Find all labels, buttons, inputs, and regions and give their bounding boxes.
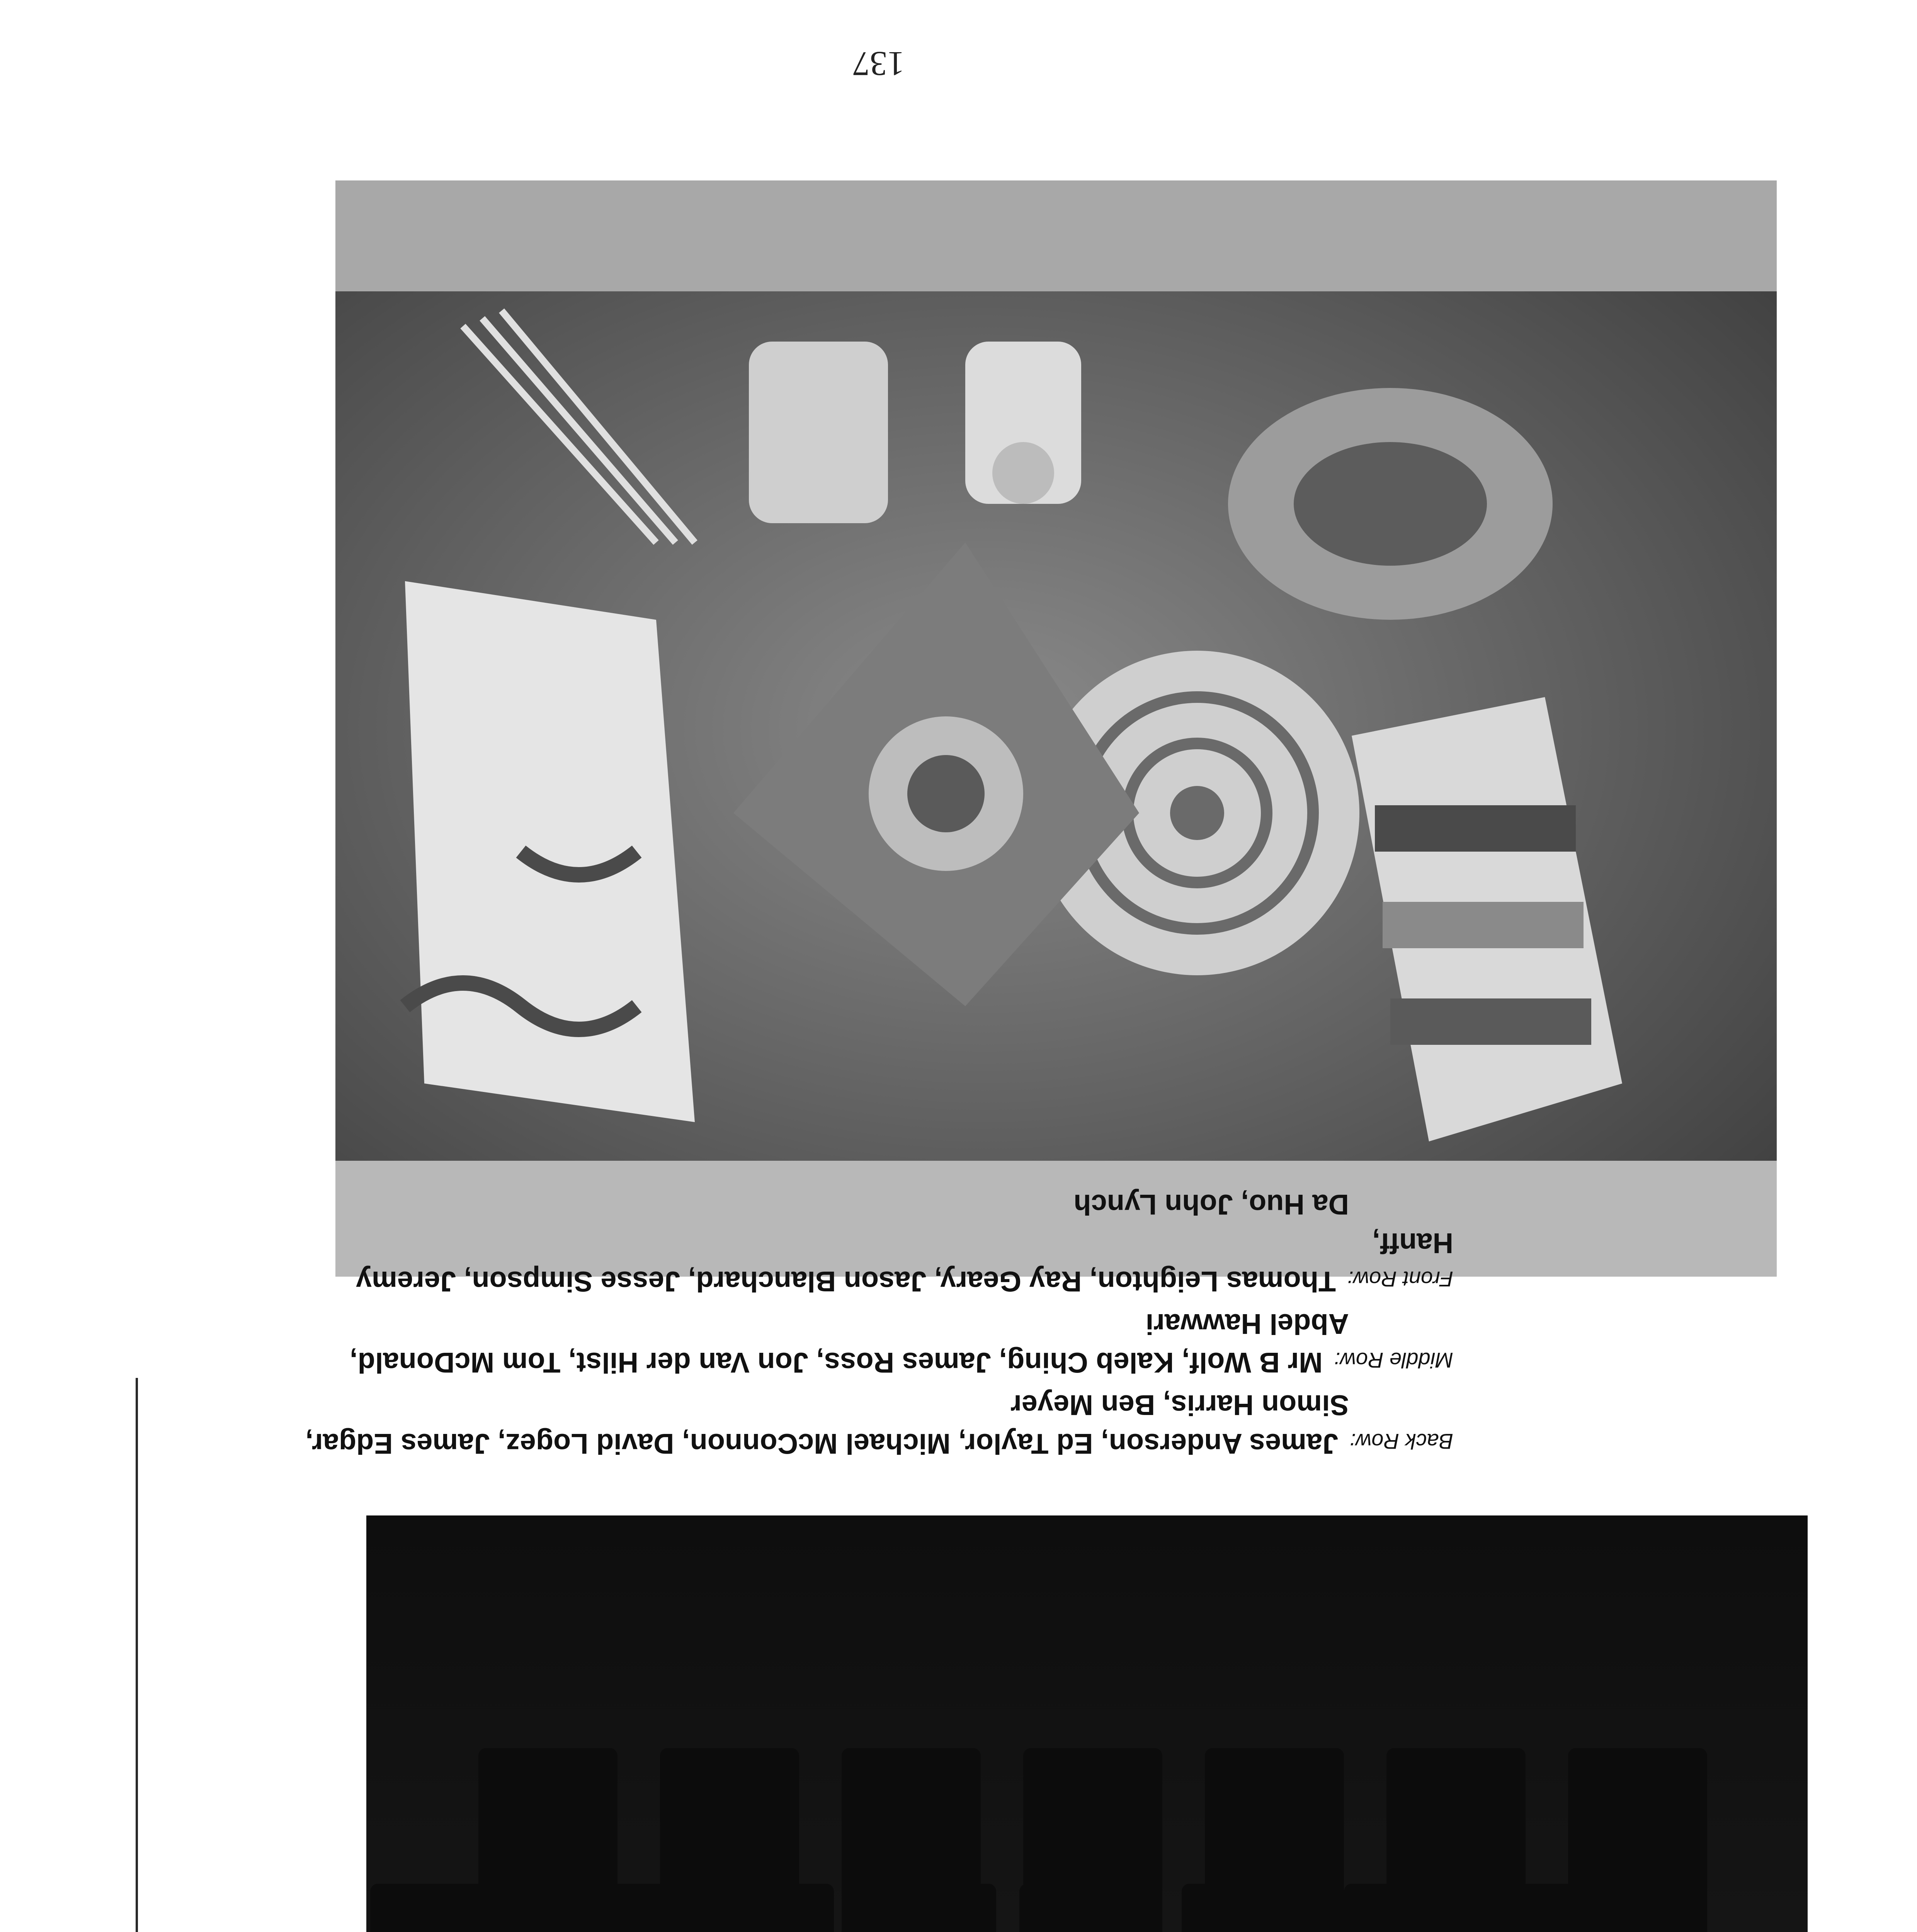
kite-striped [1352,697,1622,1141]
student-blazer [1568,1748,1707,1932]
front-row-label: Front Row: [1347,1267,1453,1292]
floor-panel [335,180,1777,291]
kite-diamond [733,543,1139,1006]
student-blazer [478,1748,617,1932]
student-blazer [1386,1748,1526,1932]
front-row-names-line1: Thomas Leighton, Ray Geary, Jason Blanchard, Jesse Simpson, Jeremy Hanff, [356,1227,1453,1298]
kites-photo [335,180,1777,1277]
names-caption [294,1181,1453,1463]
middle-row-label: Middle Row: [1334,1348,1453,1373]
kites-illustration [335,180,1777,1277]
back-row-label: Back Row: [1350,1429,1453,1454]
left-margin-rule [136,1378,138,1932]
kite-feathered [1228,388,1553,620]
student-blazer [842,1748,981,1932]
class-group-photo [366,1515,1808,1932]
back-row-names-line1: James Anderson, Ed Taylor, Michael McConnon, David Logez, James Edgar, [305,1428,1339,1460]
front-row-names-line2: Da Huo, John Lynch [1073,1188,1349,1221]
front-row-caption [294,1185,1453,1301]
back-row-caption [294,1386,1453,1463]
back-row-names-line2: Simon Harris, Ben Meyer [1010,1389,1349,1422]
kite-mask-figure [405,581,695,1122]
page-number: 137 [852,44,905,83]
kite-figure-small [749,342,1081,523]
student-blazer [1205,1748,1344,1932]
middle-row-caption [294,1304,1453,1382]
middle-row-names-line1: Mr B Wolf, Kaleb Ching, James Ross, Jon Van der Hilst, Tom McDonald, [350,1347,1323,1379]
middle-row-names-line2: Abdel Hawwari [1145,1308,1349,1340]
kite-tail-streamers [463,311,695,543]
student-blazer [660,1748,799,1932]
student-blazer [1023,1748,1162,1932]
